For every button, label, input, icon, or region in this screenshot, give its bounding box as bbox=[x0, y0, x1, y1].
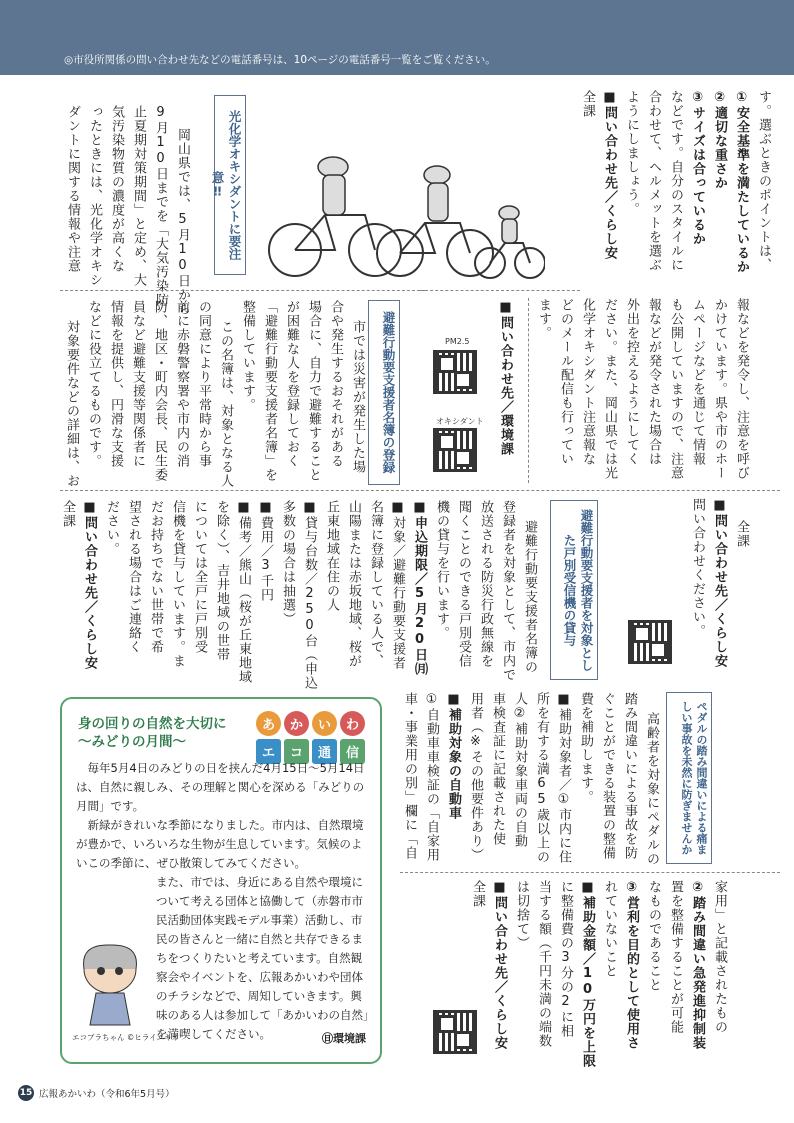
receiver-contact: 全課 bbox=[60, 500, 75, 528]
qr-label: PM2.5 bbox=[445, 337, 470, 346]
pedal-text: 家用」と記載されたもの bbox=[712, 880, 727, 1034]
receiver-text: 聞くことのできる戸別受信 bbox=[456, 500, 471, 668]
pedal-text: ■補助金額／10万円を上限 bbox=[580, 880, 595, 1068]
logo-char: い bbox=[312, 711, 337, 736]
oxidant-text: 報などを発令し、注意を呼び bbox=[734, 298, 749, 480]
divider bbox=[60, 290, 425, 291]
pedal-text: 所を有する満65歳以上の bbox=[534, 692, 549, 864]
receiver-text: を除く）、吉井地域の世帯 bbox=[214, 500, 229, 662]
logo-char: わ bbox=[340, 711, 365, 736]
oxidant-text: 報などが発令された場合は bbox=[646, 298, 661, 466]
pedal-text: ②踏み間違い急発進抑制装 bbox=[690, 880, 705, 1050]
receiver-text: 望される場合はご連絡く bbox=[126, 500, 141, 654]
helmet-text: などです。自分のスタイルに bbox=[668, 90, 683, 272]
helmet-contact: 全課 bbox=[580, 90, 595, 118]
roster-text: 対象要件などの詳細は、お bbox=[64, 320, 79, 488]
pedal-text: 車検査証に記載された使 bbox=[490, 692, 505, 846]
pedal-text: 当する額（千円未満の端数 bbox=[536, 880, 551, 1048]
pedal-text: ■補助対象者／①市内に住 bbox=[556, 692, 571, 864]
divider bbox=[420, 290, 580, 291]
receiver-heading: 避難行動要支援者を対象とした戸別受信機の貸与 bbox=[550, 500, 598, 680]
receiver-text: 丘東地域在住の人 bbox=[324, 500, 339, 612]
roster-text: 「避難行動要支援者名簿」を bbox=[262, 300, 277, 482]
receiver-text: だお持ちでない世帯で希 bbox=[148, 500, 163, 654]
oxidant-text: ムページなどを通じて情報 bbox=[690, 298, 705, 466]
receiver-text: 多数の場合は抽選） bbox=[280, 500, 295, 626]
qr-code-roster[interactable] bbox=[628, 620, 672, 664]
pedal-text: ■補助対象の自動車 bbox=[446, 692, 461, 820]
receiver-text: 機の貸与を行います。 bbox=[434, 500, 449, 640]
oxidant-text: ったときには、光化学オキシ bbox=[87, 105, 102, 287]
receiver-text: ■対象／避難行動要支援者 bbox=[390, 500, 405, 670]
roster-heading: 避難行動要支援者名簿の登録 bbox=[368, 300, 400, 485]
oxidant-text: 気汚染物質の濃度が高くな bbox=[109, 105, 124, 273]
pedal-text: ①自動車車検証の「自家用 bbox=[424, 692, 439, 862]
pedal-contact: 全課 bbox=[470, 880, 485, 908]
oxidant-text: 岡山県では、5月10日から bbox=[175, 128, 190, 316]
ecobura-mascot-icon bbox=[70, 939, 150, 1029]
qr-code-pm25[interactable] bbox=[433, 350, 477, 394]
helmet-contact: ■問い合わせ先／くらし安 bbox=[602, 90, 617, 260]
helmet-text: 合わせて、ヘルメットを選ぶ bbox=[646, 90, 661, 272]
roster-text: 市では災害が発生した場 bbox=[350, 320, 365, 474]
pedal-text: ぐことができる装置の整備 bbox=[600, 692, 615, 860]
logo-char: コ bbox=[284, 739, 309, 764]
nature-title-line: 身の回りの自然を大切に bbox=[78, 716, 227, 732]
roster-text: 防、地区・町内会長、民生委 bbox=[152, 300, 167, 482]
roster-text: この名簿は、対象となる人 bbox=[218, 320, 233, 488]
helmet-text: す。選ぶときのポイントは、 bbox=[756, 90, 771, 272]
pedal-text: 人②補助対象車両の自動 bbox=[512, 692, 527, 848]
roster-text: 情報を提供し、円滑な支援 bbox=[108, 300, 123, 468]
footer-label: 広報あかいわ（令和6年5月号） bbox=[39, 1089, 175, 1100]
helmet-text: ようにしましょう。 bbox=[624, 90, 639, 216]
roster-text: 整備しています。 bbox=[240, 300, 255, 412]
oxidant-text: も公開していますので、注意 bbox=[668, 298, 683, 480]
receiver-text: 放送される防災行政無線を bbox=[478, 500, 493, 668]
nature-dept: ㊐環境課 bbox=[322, 1032, 366, 1045]
roster-contact: ■問い合わせ先／くらし安 bbox=[712, 498, 727, 668]
qr-code-pedal[interactable] bbox=[433, 1010, 477, 1054]
receiver-deadline: ■申込期限／5月20日㈪ bbox=[412, 500, 427, 676]
oxidant-text: かけています。県や市のホー bbox=[712, 298, 727, 480]
helmet-text: ①安全基準を満たしているか bbox=[734, 90, 749, 274]
pedal-text: に整備費の3分の2に相 bbox=[558, 880, 573, 1038]
receiver-text: ■費用／3千円 bbox=[258, 500, 273, 602]
pedal-contact: ■問い合わせ先／くらし安 bbox=[492, 880, 507, 1050]
mascot-credit: エコブラちゃん ©ヒライユキオ bbox=[72, 1033, 179, 1042]
receiver-text: ■貸与台数／250台（申込 bbox=[302, 500, 317, 690]
roster-text: 場合に、自力で避難すること bbox=[306, 300, 321, 482]
receiver-text: 避難行動要支援者名簿の bbox=[522, 520, 537, 674]
divider bbox=[528, 298, 529, 483]
roster-text: などに役立てるものです。 bbox=[86, 300, 101, 468]
pedal-text: 費を補助します。 bbox=[578, 692, 593, 804]
roster-text: の同意により平常時から事 bbox=[196, 300, 211, 468]
receiver-contact: ■問い合わせ先／くらし安 bbox=[82, 500, 97, 670]
pedal-heading: ペダルの踏み間違いによる痛ましい事故を未然に防ぎませんか bbox=[666, 692, 712, 864]
helmet-text: ③サイズは合っているか bbox=[690, 90, 705, 246]
receiver-text: ■備考／熊山（桜が丘東地域 bbox=[236, 500, 251, 684]
qr-code-oxidant[interactable] bbox=[433, 428, 477, 472]
nature-box bbox=[60, 697, 382, 1064]
oxidant-text: どのメール配信も行ってい bbox=[558, 298, 573, 466]
oxidant-text: ダントに関する情報や注意 bbox=[65, 105, 80, 273]
oxidant-text: 外出を控えるようにしてく bbox=[624, 298, 639, 466]
header-notice: ◎市役所関係の問い合わせ先などの電話番号は、10ページの電話番号一覧をご覧ください。 bbox=[64, 54, 496, 66]
cyclists-illustration bbox=[265, 145, 545, 285]
receiver-text: ださい。 bbox=[104, 500, 119, 556]
receiver-text: 登録者を対象として、市内で bbox=[500, 500, 515, 682]
oxidant-heading: 光化学オキシダントに要注意‼ bbox=[214, 95, 246, 275]
header-bar bbox=[0, 0, 794, 75]
receiver-text: 名簿に登録している人で、 bbox=[368, 500, 383, 668]
oxidant-text: ます。 bbox=[536, 298, 551, 340]
pedal-text: れていないこと bbox=[602, 880, 617, 978]
page-footer bbox=[18, 1085, 175, 1101]
nature-paragraph: また、市では、身近にある自然や環境について考える団体と協働して（赤磐市市民活動団体実践モデル事業）活動し、市民の皆さんと一緒に自然と共存できるまちをつくりたいと考えています。自然観察会やイベントを、広報あかいわや団体のチラシなどで、周知していきます。興味のある人は参加して「あかいわの自然」を満喫してください。 bbox=[156, 875, 369, 1041]
nature-paragraph: 新緑がきれいな季節になりました。市内は、自然環境が豊かで、いろいろな生物が生息しています。気候のよいこの季節に、ぜひ散策してみてください。 bbox=[76, 818, 364, 870]
receiver-text: については全戸に戸別受 bbox=[192, 500, 207, 654]
roster-text: が困難な人を登録しておく bbox=[284, 300, 299, 468]
page-number: 15 bbox=[18, 1085, 34, 1101]
oxidant-text: 止夏期対策期間」と定め、大 bbox=[131, 105, 146, 287]
oxidant-text: 化学オキシダント注意報な bbox=[580, 298, 595, 466]
logo-char: 信 bbox=[340, 739, 365, 764]
roster-contact: 全課 bbox=[734, 520, 749, 548]
qr-label: オキシダント bbox=[436, 417, 484, 426]
logo-char: 通 bbox=[312, 739, 337, 764]
pedal-text: 置を整備することが可能 bbox=[668, 880, 683, 1034]
pedal-text: ③営利を目的として使用さ bbox=[624, 880, 639, 1050]
nature-paragraph: 毎年5月4日のみどりの日を挟んだ4月15日〜5月14日は、自然に親しみ、その理解と関心を深める「みどりの月間」です。 bbox=[76, 761, 365, 813]
logo-akaiwa bbox=[256, 711, 365, 736]
receiver-text: 信機を貸与しています。ま bbox=[170, 500, 185, 668]
nature-subtitle: 〜みどりの月間〜 bbox=[78, 734, 186, 750]
divider bbox=[400, 872, 780, 873]
oxidant-contact: ■問い合わせ先／環境課 bbox=[498, 300, 513, 456]
roster-text: 問い合わせください。 bbox=[690, 498, 705, 638]
pedal-text: は切捨て） bbox=[514, 880, 529, 950]
roster-text: 前に赤磐警察署や市内の消 bbox=[174, 300, 189, 468]
logo-char: あ bbox=[256, 711, 281, 736]
pedal-text: 踏み間違いによる事故を防 bbox=[622, 692, 637, 860]
pedal-text: 用者（※その他要件あり） bbox=[468, 692, 483, 862]
receiver-text: 山陽または赤坂地域、桜が bbox=[346, 500, 361, 668]
helmet-text: ②適切な重さか bbox=[712, 90, 727, 190]
pedal-text: なものであること bbox=[646, 880, 661, 992]
roster-text: 員など避難支援等関係者に bbox=[130, 300, 145, 468]
oxidant-text: ださい。また、岡山県では光 bbox=[602, 298, 617, 480]
roster-text: 合や発生するおそれがある bbox=[328, 300, 343, 468]
logo-char: エ bbox=[256, 739, 281, 764]
divider bbox=[60, 490, 780, 491]
oxidant-text: 9月10日までを「大気汚染防 bbox=[153, 105, 168, 307]
logo-char: か bbox=[284, 711, 309, 736]
pedal-text: 車・事業用の別」欄に「自 bbox=[402, 692, 417, 860]
nature-title bbox=[78, 715, 227, 751]
pedal-text: 高齢者を対象にペダルの bbox=[644, 712, 659, 866]
